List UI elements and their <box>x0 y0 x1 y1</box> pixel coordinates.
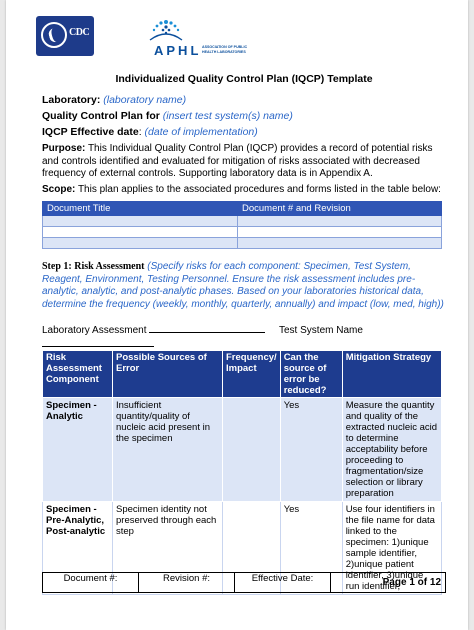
test-system-field[interactable] <box>42 338 154 347</box>
laboratory-label: Laboratory: <box>42 94 101 106</box>
lab-assessment-field[interactable] <box>149 324 265 333</box>
page-number: Page 1 of 12 <box>331 573 446 593</box>
test-system-label: Test System Name <box>279 325 363 336</box>
aphl-logo-subtext: ASSOCIATION OF PUBLIC HEALTH LABORATORIES <box>202 45 248 54</box>
step1-paragraph <box>42 261 446 311</box>
document-table <box>42 201 442 249</box>
risk-assessment-table <box>42 350 442 595</box>
sources-cell: Insufficient quantity/quality of nucleic acid present in the specimen <box>113 398 223 502</box>
reduced-cell: Yes <box>280 398 342 502</box>
scope-paragraph <box>42 184 446 197</box>
page-footer <box>42 572 446 593</box>
document-table-header <box>43 202 442 216</box>
reduced-cell: Yes <box>280 502 342 595</box>
qcp-hint[interactable]: (insert test system(s) name) <box>162 110 293 122</box>
document-number-header: Document # and Revision <box>238 202 442 216</box>
lab-assessment-label: Laboratory Assessment <box>42 325 147 336</box>
aphl-swoosh-icon <box>146 18 186 42</box>
sources-cell: Specimen identity not preserved through each step <box>113 502 223 595</box>
document-title-cell[interactable] <box>43 227 238 238</box>
assessment-line <box>42 324 446 350</box>
effective-date-colon: : <box>138 126 142 138</box>
aphl-logo-text: APHL <box>154 43 202 58</box>
mitigation-cell: Measure the quantity and quality of the extracted nucleic acid to determine acceptability before proceeding to fragmentation/size selection or library preparation <box>342 398 441 502</box>
effective-date-hint[interactable]: (date of implementation) <box>144 126 258 138</box>
component-cell: Specimen - Pre-Analytic, Post-analytic <box>43 502 113 595</box>
document-title: Individualized Quality Control Plan (IQCP) Template <box>115 73 373 85</box>
component-cell: Specimen - Analytic <box>43 398 113 502</box>
sources-header: Possible Sources of Error <box>113 351 223 398</box>
mitigation-header: Mitigation Strategy <box>342 351 441 398</box>
document-number-cell[interactable] <box>238 227 442 238</box>
laboratory-line <box>42 94 186 107</box>
frequency-header: Frequency/ Impact <box>223 351 281 398</box>
qcp-line <box>42 110 293 123</box>
cdc-logo-text: CDC <box>69 27 90 38</box>
step1-hint: (Specify risks for each component: Specimen, Test System, Reagent, Environment, Testing Personnel. Ensure the risk assessment includes pre-analytic, analytic, and post-analytic phases. Based on your laboratories historical data, determine the frequency (weekly, monthly, quarterly, annually) and impact (low, med, high)) <box>42 261 444 310</box>
component-header: Risk Assessment Component <box>43 351 113 398</box>
risk-table-header <box>43 351 442 398</box>
frequency-cell[interactable] <box>223 398 281 502</box>
document-table-row <box>43 227 442 238</box>
effective-date-line <box>42 126 258 139</box>
document-title-cell[interactable] <box>43 216 238 227</box>
cdc-logo <box>36 16 94 56</box>
scope-label: Scope: <box>42 184 76 195</box>
laboratory-hint[interactable]: (laboratory name) <box>103 94 187 106</box>
document-table-row <box>43 216 442 227</box>
document-table-row <box>43 238 442 249</box>
document-number-cell[interactable] <box>238 238 442 249</box>
hhs-seal-icon <box>41 22 67 48</box>
risk-table-row <box>43 398 442 502</box>
reduced-header: Can the source of error be reduced? <box>280 351 342 398</box>
document-title-header: Document Title <box>43 202 238 216</box>
document-page <box>6 0 468 630</box>
aphl-logo <box>146 18 256 60</box>
footer-document-label: Document #: <box>43 573 139 593</box>
footer-effective-label: Effective Date: <box>235 573 331 593</box>
footer-revision-label: Revision #: <box>139 573 235 593</box>
scope-text: This plan applies to the associated procedures and forms listed in the table below: <box>77 184 441 195</box>
purpose-paragraph <box>42 143 446 181</box>
step1-label: Step 1: Risk Assessment <box>42 261 145 272</box>
qcp-label: Quality Control Plan for <box>42 110 160 122</box>
document-number-cell[interactable] <box>238 216 442 227</box>
purpose-label: Purpose: <box>42 143 86 154</box>
purpose-text: This Individual Quality Control Plan (IQCP) provides a record of potential risks and controls identified and evaluated for mitigation of risks associated with decreased frequency of external controls. Supporting laboratory data is in Appendix A. <box>42 143 433 179</box>
document-title-cell[interactable] <box>43 238 238 249</box>
effective-date-label: IQCP Effective date <box>42 126 139 138</box>
mitigation-cell: Use four identifiers in the file name for data linked to the specimen: 1)unique sample identifier, 2)unique patient identifier, 3)unique run identifier, <box>342 502 441 595</box>
